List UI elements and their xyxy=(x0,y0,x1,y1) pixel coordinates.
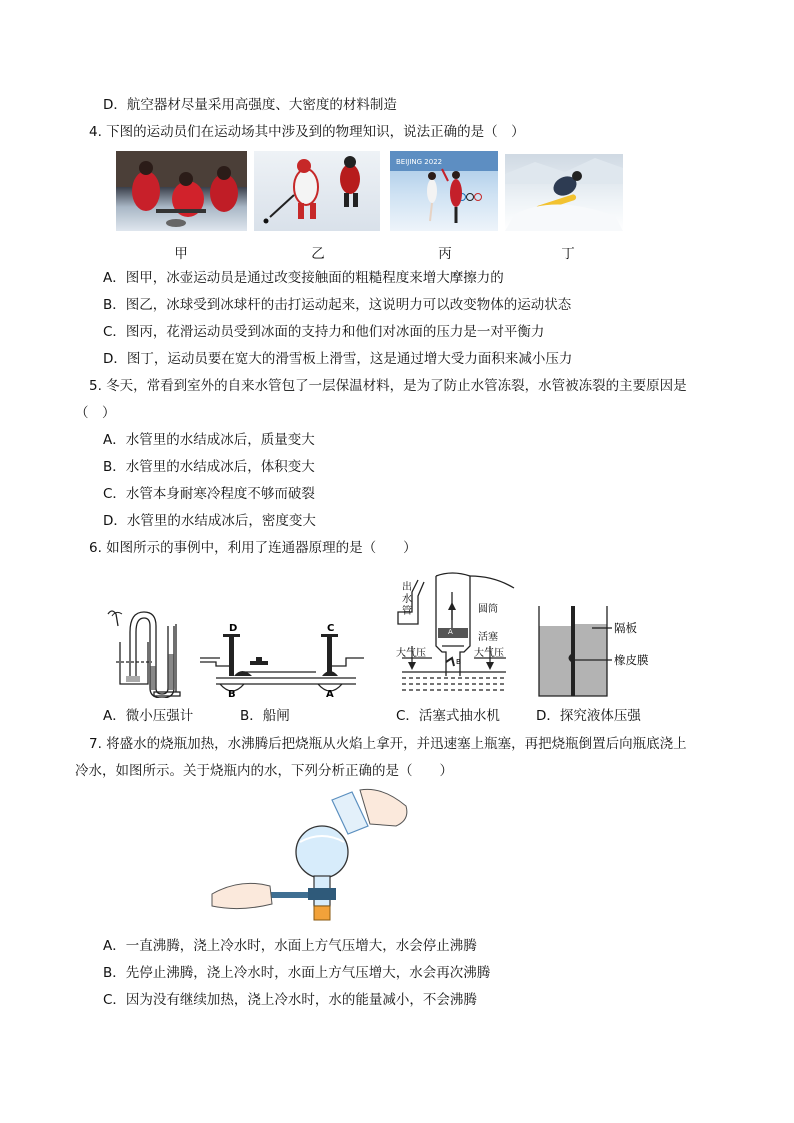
q5-stem-line2: （ ） xyxy=(75,405,116,421)
pump-label-outlet-3: 管 xyxy=(402,606,412,617)
photo-banner-text: BEIJING 2022 xyxy=(396,158,443,166)
q4-option-a: A．图甲，冰壶运动员是通过改变接触面的粗糙程度来增大摩擦力的 xyxy=(103,270,504,286)
q7-option-a: A．一直沸腾，浇上冷水时，水面上方气压增大，水会停止沸腾 xyxy=(103,938,477,954)
pump-label-atm-right: 大气压 xyxy=(474,648,504,659)
photo-figure-skating xyxy=(390,151,498,231)
q6-option-a: A．微小压强计 xyxy=(103,708,194,724)
q5-option-a: A．水管里的水结成冰后，质量变大 xyxy=(103,432,315,448)
q7-option-c: C．因为没有继续加热，浇上冷水时，水的能量减小，不会沸腾 xyxy=(103,992,477,1008)
figure-piston-pump xyxy=(382,566,522,700)
lock-label-c: C xyxy=(327,623,335,634)
pump-label-valve-a: A xyxy=(448,628,453,636)
q4-option-d: D．图丁，运动员要在宽大的滑雪板上滑雪，这是通过增大受力面积来减小压力 xyxy=(103,351,573,367)
photo-curling xyxy=(116,151,247,231)
q6-option-d: D．探究液体压强 xyxy=(536,708,641,724)
q7-stem-line1: 7. 将盛水的烧瓶加热，水沸腾后把烧瓶从火焰上拿开，并迅速塞上瓶塞，再把烧瓶倒置后向瓶底浇上 xyxy=(89,736,687,752)
q6-option-c: C．活塞式抽水机 xyxy=(396,708,500,724)
q4-caption-jia: 甲 xyxy=(174,246,188,262)
q7-option-b: B．先停止沸腾，浇上冷水时，水面上方气压增大，水会再次沸腾 xyxy=(103,965,491,981)
q5-option-d: D．水管里的水结成冰后，密度变大 xyxy=(103,513,316,529)
lock-label-b: B xyxy=(228,689,236,700)
q7-stem-line2: 冷水，如图所示。关于烧瓶内的水，下列分析正确的是（ ） xyxy=(75,763,453,779)
figure-liquid-pressure xyxy=(536,602,666,700)
container-label-partition: 隔板 xyxy=(614,621,637,635)
q6-option-b: B．船闸 xyxy=(240,708,290,724)
q5-option-c: C．水管本身耐寒冷程度不够而破裂 xyxy=(103,486,315,502)
figure-micro-manometer xyxy=(100,606,186,698)
photo-ice-hockey xyxy=(254,151,380,231)
pump-label-cylinder: 圆筒 xyxy=(478,604,498,615)
q3-option-d: D．航空器材尽量采用高强度、大密度的材料制造 xyxy=(103,97,397,113)
pump-label-valve-b: B xyxy=(456,658,461,666)
photo-snowboarding xyxy=(505,154,623,231)
figure-ship-lock xyxy=(196,618,366,700)
q4-option-c: C．图丙，花滑运动员受到冰面的支持力和他们对冰面的压力是一对平衡力 xyxy=(103,324,545,340)
pump-label-piston: 活塞 xyxy=(478,632,498,643)
q4-option-b: B．图乙，冰球受到冰球杆的击打运动起来，这说明力可以改变物体的运动状态 xyxy=(103,297,572,313)
q4-caption-ding: 丁 xyxy=(561,246,575,262)
figure-inverted-flask xyxy=(210,786,420,928)
q4-caption-bing: 丙 xyxy=(438,246,452,262)
q5-stem-line1: 5. 冬天，常看到室外的自来水管包了一层保温材料，是为了防止水管冻裂，水管被冻裂的主要原因是 xyxy=(89,378,687,394)
container-label-membrane: 橡皮膜 xyxy=(614,653,649,667)
q4-caption-yi: 乙 xyxy=(311,246,325,262)
pump-label-outlet-1: 出 xyxy=(402,582,412,593)
q4-stem: 4. 下图的运动员们在运动场其中涉及到的物理知识，说法正确的是（ ） xyxy=(89,124,525,140)
q5-option-b: B．水管里的水结成冰后，体积变大 xyxy=(103,459,315,475)
lock-label-d: D xyxy=(229,623,238,634)
pump-label-atm-left: 大气压 xyxy=(396,648,426,659)
q6-stem: 6. 如图所示的事例中，利用了连通器原理的是（ ） xyxy=(89,540,417,556)
pump-label-outlet-2: 水 xyxy=(402,594,412,605)
lock-label-a: A xyxy=(326,689,334,700)
